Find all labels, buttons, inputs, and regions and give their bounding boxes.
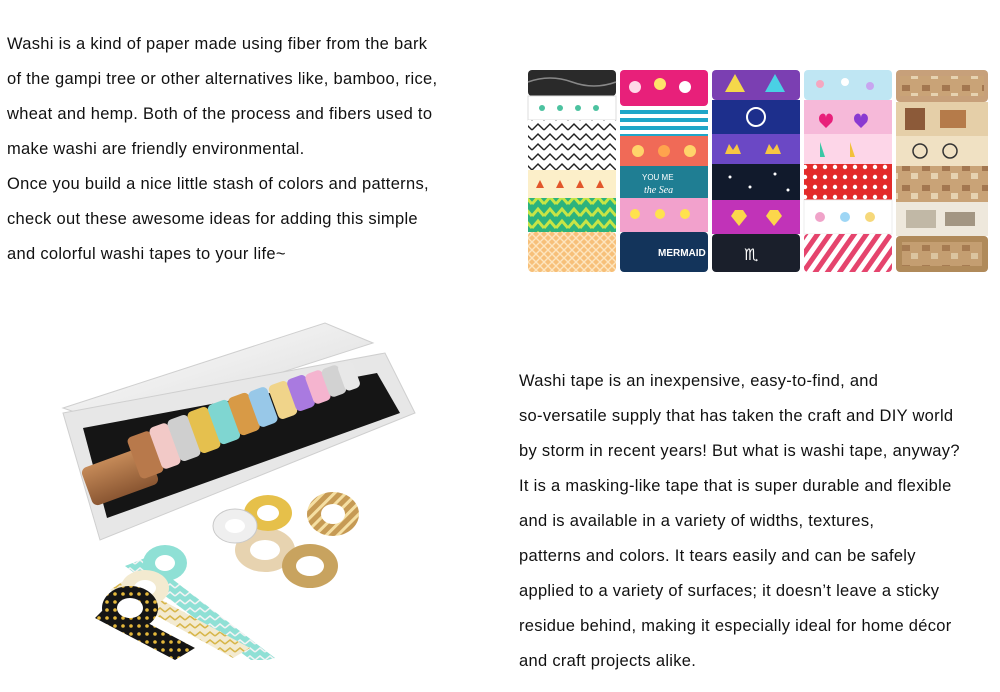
tape-stack-5 xyxy=(896,70,988,272)
text-line: residue behind, making it especially ideal for home décor xyxy=(519,617,952,635)
text-line: applied to a variety of surfaces; it doesn’t leave a sticky xyxy=(519,582,940,600)
svg-text:♏: ♏ xyxy=(744,245,759,264)
text-line: make washi are friendly environmental. xyxy=(7,140,305,158)
text-line: and craft projects alike. xyxy=(519,652,697,670)
tape-text: MERMAID xyxy=(658,248,706,259)
text-line: Washi tape is an inexpensive, easy-to-find, and xyxy=(519,372,879,390)
tape-text: the Sea xyxy=(644,185,674,196)
text-line: of the gampi tree or other alternatives like, bamboo, rice, xyxy=(7,70,438,88)
text-line: Once you build a nice little stash of colors and patterns, xyxy=(7,175,429,193)
washi-tape-stacks-photo xyxy=(520,62,995,280)
text-line: check out these awesome ideas for adding this simple xyxy=(7,210,418,228)
text-line: patterns and colors. It tears easily and can be safely xyxy=(519,547,916,565)
text-line: Washi is a kind of paper made using fiber from the bark xyxy=(7,35,428,53)
text-line: and colorful washi tapes to your life~ xyxy=(7,245,286,263)
washi-tape-gift-box-photo xyxy=(55,318,423,660)
text-line: It is a masking-like tape that is super durable and flexible xyxy=(519,477,952,495)
text-line: so-versatile supply that has taken the craft and DIY world xyxy=(519,407,954,425)
tape-stack-1 xyxy=(528,70,616,272)
tape-stack-3 xyxy=(712,70,800,272)
washi-tape-paragraph xyxy=(519,368,960,683)
text-line: and is available in a variety of widths, textures, xyxy=(519,512,875,530)
tape-stack-4 xyxy=(804,70,892,272)
text-line: by storm in recent years! But what is washi tape, anyway? xyxy=(519,442,960,460)
intro-paragraph xyxy=(7,31,437,276)
tape-stack-2 xyxy=(620,70,708,272)
tape-text: YOU ME xyxy=(642,173,674,182)
text-line: wheat and hemp. Both of the process and fibers used to xyxy=(7,105,433,123)
